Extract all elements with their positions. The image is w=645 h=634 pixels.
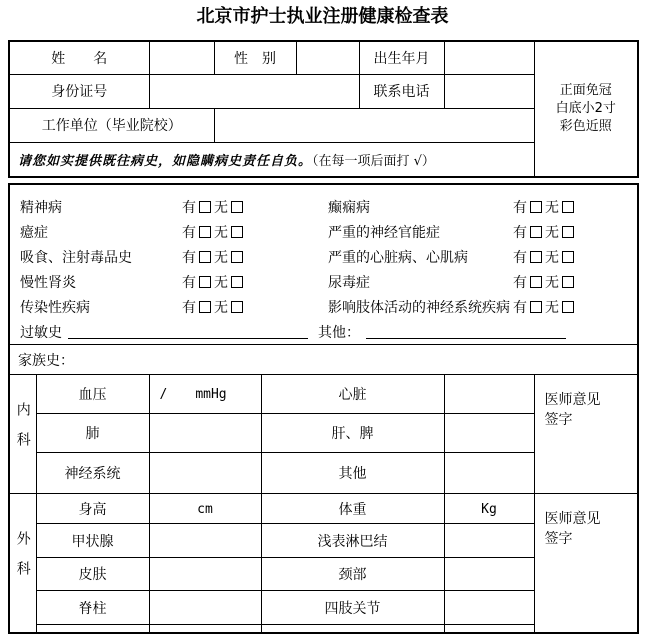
yes-label: 有	[513, 274, 527, 291]
disease-label: 传染性疾病	[20, 299, 90, 316]
allergy-fill-in-line[interactable]	[68, 325, 308, 339]
yes-no-checkboxes	[513, 297, 577, 317]
checkbox-square[interactable]	[199, 226, 211, 238]
checkbox-square[interactable]	[562, 301, 574, 313]
photo-note-line1: 正面免冠	[559, 83, 612, 98]
disease-label: 严重的神经官能症	[328, 224, 440, 241]
spine-value-cell[interactable]	[149, 591, 261, 625]
no-label: 无	[545, 249, 559, 266]
form-title: 北京市护士执业注册健康检查表	[196, 6, 449, 27]
disease-label: 慢性肾炎	[20, 274, 76, 291]
workunit-value-cell[interactable]	[214, 108, 534, 142]
surgery-doctor-opinion-label: 医师意见	[544, 511, 601, 527]
no-label: 无	[214, 274, 228, 291]
neck-value-cell[interactable]	[444, 558, 534, 591]
surgery-doctor-cell[interactable]	[534, 494, 638, 633]
nervous-system-label-cell	[36, 453, 149, 494]
name-value-cell[interactable]	[149, 41, 214, 74]
section-internal-cell	[9, 375, 36, 494]
allergy-label: 过敏史	[20, 324, 62, 341]
phone-value-cell[interactable]	[444, 74, 534, 108]
nervous-system-value-cell[interactable]	[149, 453, 261, 494]
checkbox-square[interactable]	[231, 276, 243, 288]
yes-label: 有	[182, 199, 196, 216]
yes-label: 有	[513, 199, 527, 216]
disease-row	[10, 244, 637, 269]
disease-label: 严重的心脏病、心肌病	[328, 249, 468, 266]
height-unit: cm	[197, 501, 213, 517]
height-label: 身高	[78, 501, 107, 518]
yes-no-checkboxes	[182, 247, 328, 267]
yes-no-checkboxes	[182, 272, 328, 292]
section-internal-label: 内科	[14, 402, 31, 462]
checkbox-square[interactable]	[199, 251, 211, 263]
exam-table	[8, 183, 639, 634]
other-label: 其他：	[318, 324, 360, 341]
gender-value-cell[interactable]	[296, 41, 359, 74]
heart-value-cell[interactable]	[444, 375, 534, 414]
lung-label-cell	[36, 414, 149, 453]
yes-label: 有	[182, 274, 196, 291]
yes-no-checkboxes	[182, 197, 328, 217]
skin-value-cell[interactable]	[149, 558, 261, 591]
height-label-cell	[36, 494, 149, 524]
yes-label: 有	[182, 224, 196, 241]
info-table	[8, 40, 639, 178]
weight-unit: Kg	[481, 501, 497, 517]
liver-spleen-label: 肝、脾	[331, 426, 374, 442]
checkbox-square[interactable]	[199, 276, 211, 288]
family-history-label: 家族史：	[18, 352, 74, 369]
spine-label-cell	[36, 591, 149, 625]
disease-label: 尿毒症	[328, 274, 370, 291]
checkbox-square[interactable]	[199, 301, 211, 313]
heart-label-cell	[261, 375, 444, 414]
birth-label: 出生年月	[373, 50, 430, 67]
yes-label: 有	[513, 224, 527, 241]
gender-label: 性 别	[234, 50, 276, 67]
yes-no-checkboxes	[513, 222, 577, 242]
yes-no-checkboxes	[513, 272, 577, 292]
workunit-label: 工作单位（毕业院校）	[41, 118, 182, 134]
thyroid-label: 甲状腺	[71, 533, 114, 550]
no-label: 无	[214, 249, 228, 266]
neck-label-cell	[261, 558, 444, 591]
id-value-cell[interactable]	[149, 74, 359, 108]
limbs-label: 四肢关节	[324, 600, 381, 617]
checkbox-square[interactable]	[562, 251, 574, 263]
name-label-cell	[9, 41, 149, 74]
phone-label: 联系电话	[373, 84, 430, 100]
no-label: 无	[545, 199, 559, 216]
yes-no-checkboxes	[513, 197, 577, 217]
disease-label: 影响肢体活动的神经系统疾病	[328, 299, 510, 316]
lung-value-cell[interactable]	[149, 414, 261, 453]
nervous-system-label: 神经系统	[64, 466, 121, 482]
family-history-cell[interactable]	[9, 345, 638, 375]
spine-label: 脊柱	[78, 600, 107, 617]
no-label: 无	[214, 199, 228, 216]
thyroid-label-cell	[36, 524, 149, 558]
disease-label: 精神病	[20, 199, 62, 216]
internal-other-value-cell[interactable]	[444, 453, 534, 494]
checkbox-square[interactable]	[530, 226, 542, 238]
lung-label: 肺	[85, 426, 100, 442]
birth-label-cell	[359, 41, 444, 74]
disease-label: 癔症	[20, 224, 48, 241]
checkbox-square[interactable]	[562, 276, 574, 288]
internal-other-label-cell	[261, 453, 444, 494]
neck-label: 颈部	[338, 567, 367, 583]
lymph-label-cell	[261, 524, 444, 558]
photo-note-line3: 彩色近照	[559, 119, 612, 134]
no-label: 无	[214, 299, 228, 316]
id-label: 身份证号	[51, 84, 108, 100]
checkbox-square[interactable]	[231, 226, 243, 238]
id-label-cell	[9, 74, 149, 108]
bp-label-cell	[36, 375, 149, 414]
birth-value-cell[interactable]	[444, 41, 534, 74]
disease-row	[10, 269, 637, 294]
yes-no-checkboxes	[513, 247, 577, 267]
limbs-label-cell	[261, 591, 444, 625]
allergy-row	[10, 319, 637, 344]
lymph-value-cell[interactable]	[444, 524, 534, 558]
checkbox-square[interactable]	[231, 301, 243, 313]
liver-spleen-value-cell[interactable]	[444, 414, 534, 453]
disease-label: 吸食、注射毒品史	[20, 249, 132, 266]
disease-history-section	[9, 184, 638, 345]
no-label: 无	[214, 224, 228, 241]
disease-row	[10, 219, 637, 244]
other-fill-in-line[interactable]	[366, 325, 566, 339]
workunit-label-cell	[9, 108, 214, 142]
yes-label: 有	[513, 299, 527, 316]
disease-row	[10, 294, 637, 319]
checkbox-square[interactable]	[530, 201, 542, 213]
heart-label: 心脏	[338, 387, 367, 403]
section-surgery-label: 外科	[14, 530, 31, 591]
history-instruction-cell	[9, 142, 534, 177]
checkbox-square[interactable]	[562, 201, 574, 213]
skin-label-cell	[36, 558, 149, 591]
bp-unit: mmHg	[195, 387, 227, 402]
height-value-cell[interactable]	[149, 494, 261, 524]
limbs-value-cell[interactable]	[444, 591, 534, 625]
history-instruction-note: （在每一项后面打 √）	[312, 153, 435, 169]
lymph-label: 浅表淋巴结	[317, 533, 388, 550]
yes-no-checkboxes	[182, 222, 328, 242]
no-label: 无	[545, 224, 559, 241]
disease-label: 癫痫病	[328, 199, 370, 216]
checkbox-square[interactable]	[231, 201, 243, 213]
history-instruction-text: 请您如实提供既往病史，如隐瞒病史责任自负。	[18, 153, 313, 169]
checkbox-square[interactable]	[231, 251, 243, 263]
bp-slash: /	[159, 387, 168, 402]
phone-label-cell	[359, 74, 444, 108]
bp-value-cell[interactable]	[149, 375, 261, 414]
checkbox-square[interactable]	[530, 251, 542, 263]
photo-note-line2: 白底小2寸	[555, 101, 616, 116]
yes-label: 有	[182, 249, 196, 266]
section-surgery-cell	[9, 494, 36, 633]
liver-spleen-label-cell	[261, 414, 444, 453]
name-label: 姓 名	[51, 50, 108, 67]
weight-value-cell[interactable]	[444, 494, 534, 524]
checkbox-square[interactable]	[199, 201, 211, 213]
weight-label-cell	[261, 494, 444, 524]
internal-sign-label: 签字	[544, 412, 573, 428]
no-label: 无	[545, 274, 559, 291]
disease-row	[10, 194, 637, 219]
internal-doctor-cell[interactable]	[534, 375, 638, 494]
skin-label: 皮肤	[78, 567, 107, 583]
internal-doctor-opinion-label: 医师意见	[544, 392, 601, 408]
thyroid-value-cell[interactable]	[149, 524, 261, 558]
internal-other-label: 其他	[338, 466, 367, 482]
weight-label: 体重	[338, 501, 367, 518]
yes-no-checkboxes	[182, 297, 328, 317]
yes-label: 有	[513, 249, 527, 266]
surgery-sign-label: 签字	[544, 531, 573, 547]
gender-label-cell	[214, 41, 296, 74]
bp-label: 血压	[78, 387, 107, 403]
yes-label: 有	[182, 299, 196, 316]
checkbox-square[interactable]	[562, 226, 574, 238]
checkbox-square[interactable]	[530, 301, 542, 313]
no-label: 无	[545, 299, 559, 316]
photo-placeholder-cell	[534, 41, 638, 177]
checkbox-square[interactable]	[530, 276, 542, 288]
